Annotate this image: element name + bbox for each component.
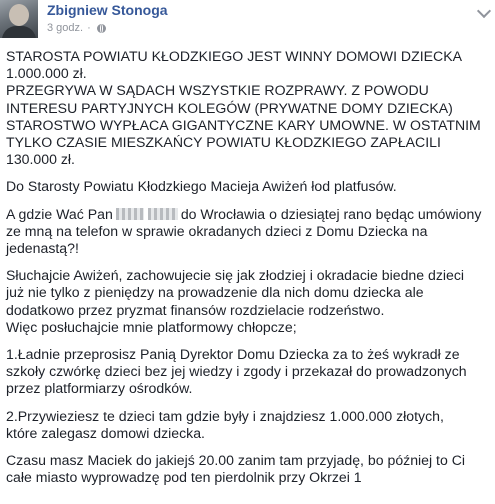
- post-paragraph-5: 1.Ładnie przeprosisz Panią Dyrektor Domu Dziecka za to żeś wykradł ze szkoły czwórkę dzieci bez jej wiedzy i zgody i przekazał do prowadzonych przez platformiarzy ośrodków.: [6, 346, 467, 397]
- post-paragraph-3-end: do Wrocławia o dziesiątej rano będąc umówiony ze mną na telefon w sprawie okradanych dzieci z Domu Dziecka na jedenastą?!: [6, 205, 482, 257]
- avatar-shoulders: [2, 26, 36, 38]
- post-paragraph-1: STAROSTA POWIATU KŁODZKIEGO JEST WINNY DOMOWI DZIECKA 1.000.000 zł. PRZEGRYWA W SĄDACH WSZYSTKIE ROZPRAWY. Z POWODU INTERESU PARTYJNYCH KOLEGÓW (PRYWATNE DOMY DZIECKA) STAROSTWO WYPŁACA GIGANTYCZNE KARY UMOWNE. W OSTATNIM TYLKO CZASIE MIESZKAŃCY POWIATU KŁODZKIEGO ZAPŁACILI 130.000 zł.: [6, 48, 481, 168]
- post-paragraph-4: Słuchajcie Awiżeń, zachowujecie się jak złodziej i okradacie biedne dzieci już nie tylko z pieniędzy na prowadzenie dla nich domu dziecka ale dodatkowo przez pryzmat finansów rozdzielacie rodzeństwo. Więc posłuchajcie mnie platformowy chłopcze;: [6, 267, 465, 335]
- post-paragraph-3: [6, 206, 491, 258]
- separator-dot: ·: [87, 22, 91, 34]
- post-paragraph-2: Do Starosty Powiatu Kłodzkiego Macieja Awiżeń łod platfusów.: [6, 178, 397, 195]
- avatar[interactable]: [0, 0, 38, 38]
- post-timestamp[interactable]: 3 godz.: [47, 22, 84, 34]
- chevron-down-icon[interactable]: [477, 4, 491, 18]
- redacted-block: [116, 208, 144, 220]
- post-paragraph-7: Czasu masz Maciek do jakiejś 20.00 zanim tam przyjadę, bo później to Ci całe miasto wyprowadzę pod ten pierdolnik przy Okrzei 1: [6, 452, 466, 486]
- redacted-block: [148, 208, 178, 220]
- post-paragraph-6: 2.Przywieziesz te dzieci tam gdzie były i znajdziesz 1.000.000 złotych, które zalegasz domowi dziecka.: [6, 407, 444, 441]
- post-body: [6, 48, 491, 496]
- post-meta: [47, 22, 106, 34]
- globe-icon: [97, 24, 106, 33]
- avatar-head: [9, 4, 29, 26]
- post-paragraph-3-start: A gdzie Wać Pan: [6, 205, 113, 222]
- author-name[interactable]: Zbigniew Stonoga: [47, 2, 168, 18]
